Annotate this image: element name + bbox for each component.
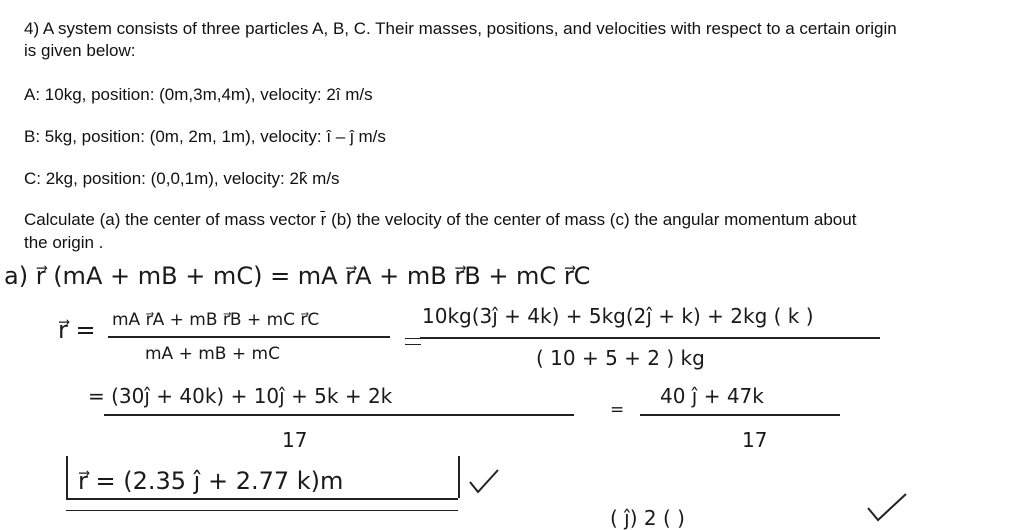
answer-text: r⃗ = (2.35 ĵ + 2.77 k)m bbox=[78, 467, 344, 495]
answer-underline bbox=[66, 510, 458, 511]
question-line1: Calculate (a) the center of mass vector r̄ (b) the velocity of the center of mass (c) the angular momentum about bbox=[24, 210, 857, 229]
hw-line-3-right-denominator: 17 bbox=[742, 428, 768, 452]
problem-intro-line1: 4) A system consists of three particles A, B, C. Their masses, positions, and velocities with respect to a certain origin bbox=[24, 19, 897, 38]
hw-fraction-bar-1 bbox=[108, 336, 390, 338]
problem-intro-line2: is given below: bbox=[24, 41, 136, 60]
hw-fraction-bar-2 bbox=[420, 337, 880, 339]
hw-equals-mark-2 bbox=[405, 344, 421, 345]
hw-equals-mark bbox=[405, 338, 421, 339]
question-line2: the origin . bbox=[24, 233, 104, 252]
hw-fraction-bar-4 bbox=[640, 414, 840, 416]
hw-right-numerator: 10kg(3ĵ + 4k) + 5kg(2ĵ + k) + 2kg ( k ) bbox=[422, 304, 814, 328]
answer-box-right bbox=[458, 456, 460, 498]
hw-line-3-denominator: 17 bbox=[282, 428, 308, 452]
hw-fraction-denominator: mA + mB + mC bbox=[145, 344, 280, 364]
hw-fraction-numerator: mA r⃗A + mB r⃗B + mC r⃗C bbox=[112, 310, 320, 330]
hw-line-3-numerator: = (30ĵ + 40k) + 10ĵ + 5k + 2k bbox=[88, 384, 393, 408]
hw-r-lhs: r⃗ = bbox=[58, 316, 96, 344]
hw-line-3-equals: = bbox=[610, 400, 625, 420]
hw-line-1: a) r⃗ (mA + mB + mC) = mA r⃗A + mB r⃗B + mC r⃗C bbox=[4, 262, 591, 290]
check-mark-icon bbox=[466, 466, 502, 496]
hw-fraction-bar-3 bbox=[104, 414, 574, 416]
particle-c-spec: C: 2kg, position: (0,0,1m), velocity: 2k̂ m/s bbox=[24, 169, 340, 188]
hw-bottom-partial: ( ĵ) 2 ( ) bbox=[610, 506, 685, 530]
hw-line-3-right-numerator: 40 ĵ + 47k bbox=[660, 384, 764, 408]
hw-right-denominator: ( 10 + 5 + 2 ) kg bbox=[536, 346, 705, 370]
particle-a-spec: A: 10kg, position: (0m,3m,4m), velocity: 2î m/s bbox=[24, 85, 373, 104]
check-mark-icon-2 bbox=[864, 490, 910, 524]
particle-b-spec: B: 5kg, position: (0m, 2m, 1m), velocity: î – ĵ m/s bbox=[24, 127, 386, 146]
